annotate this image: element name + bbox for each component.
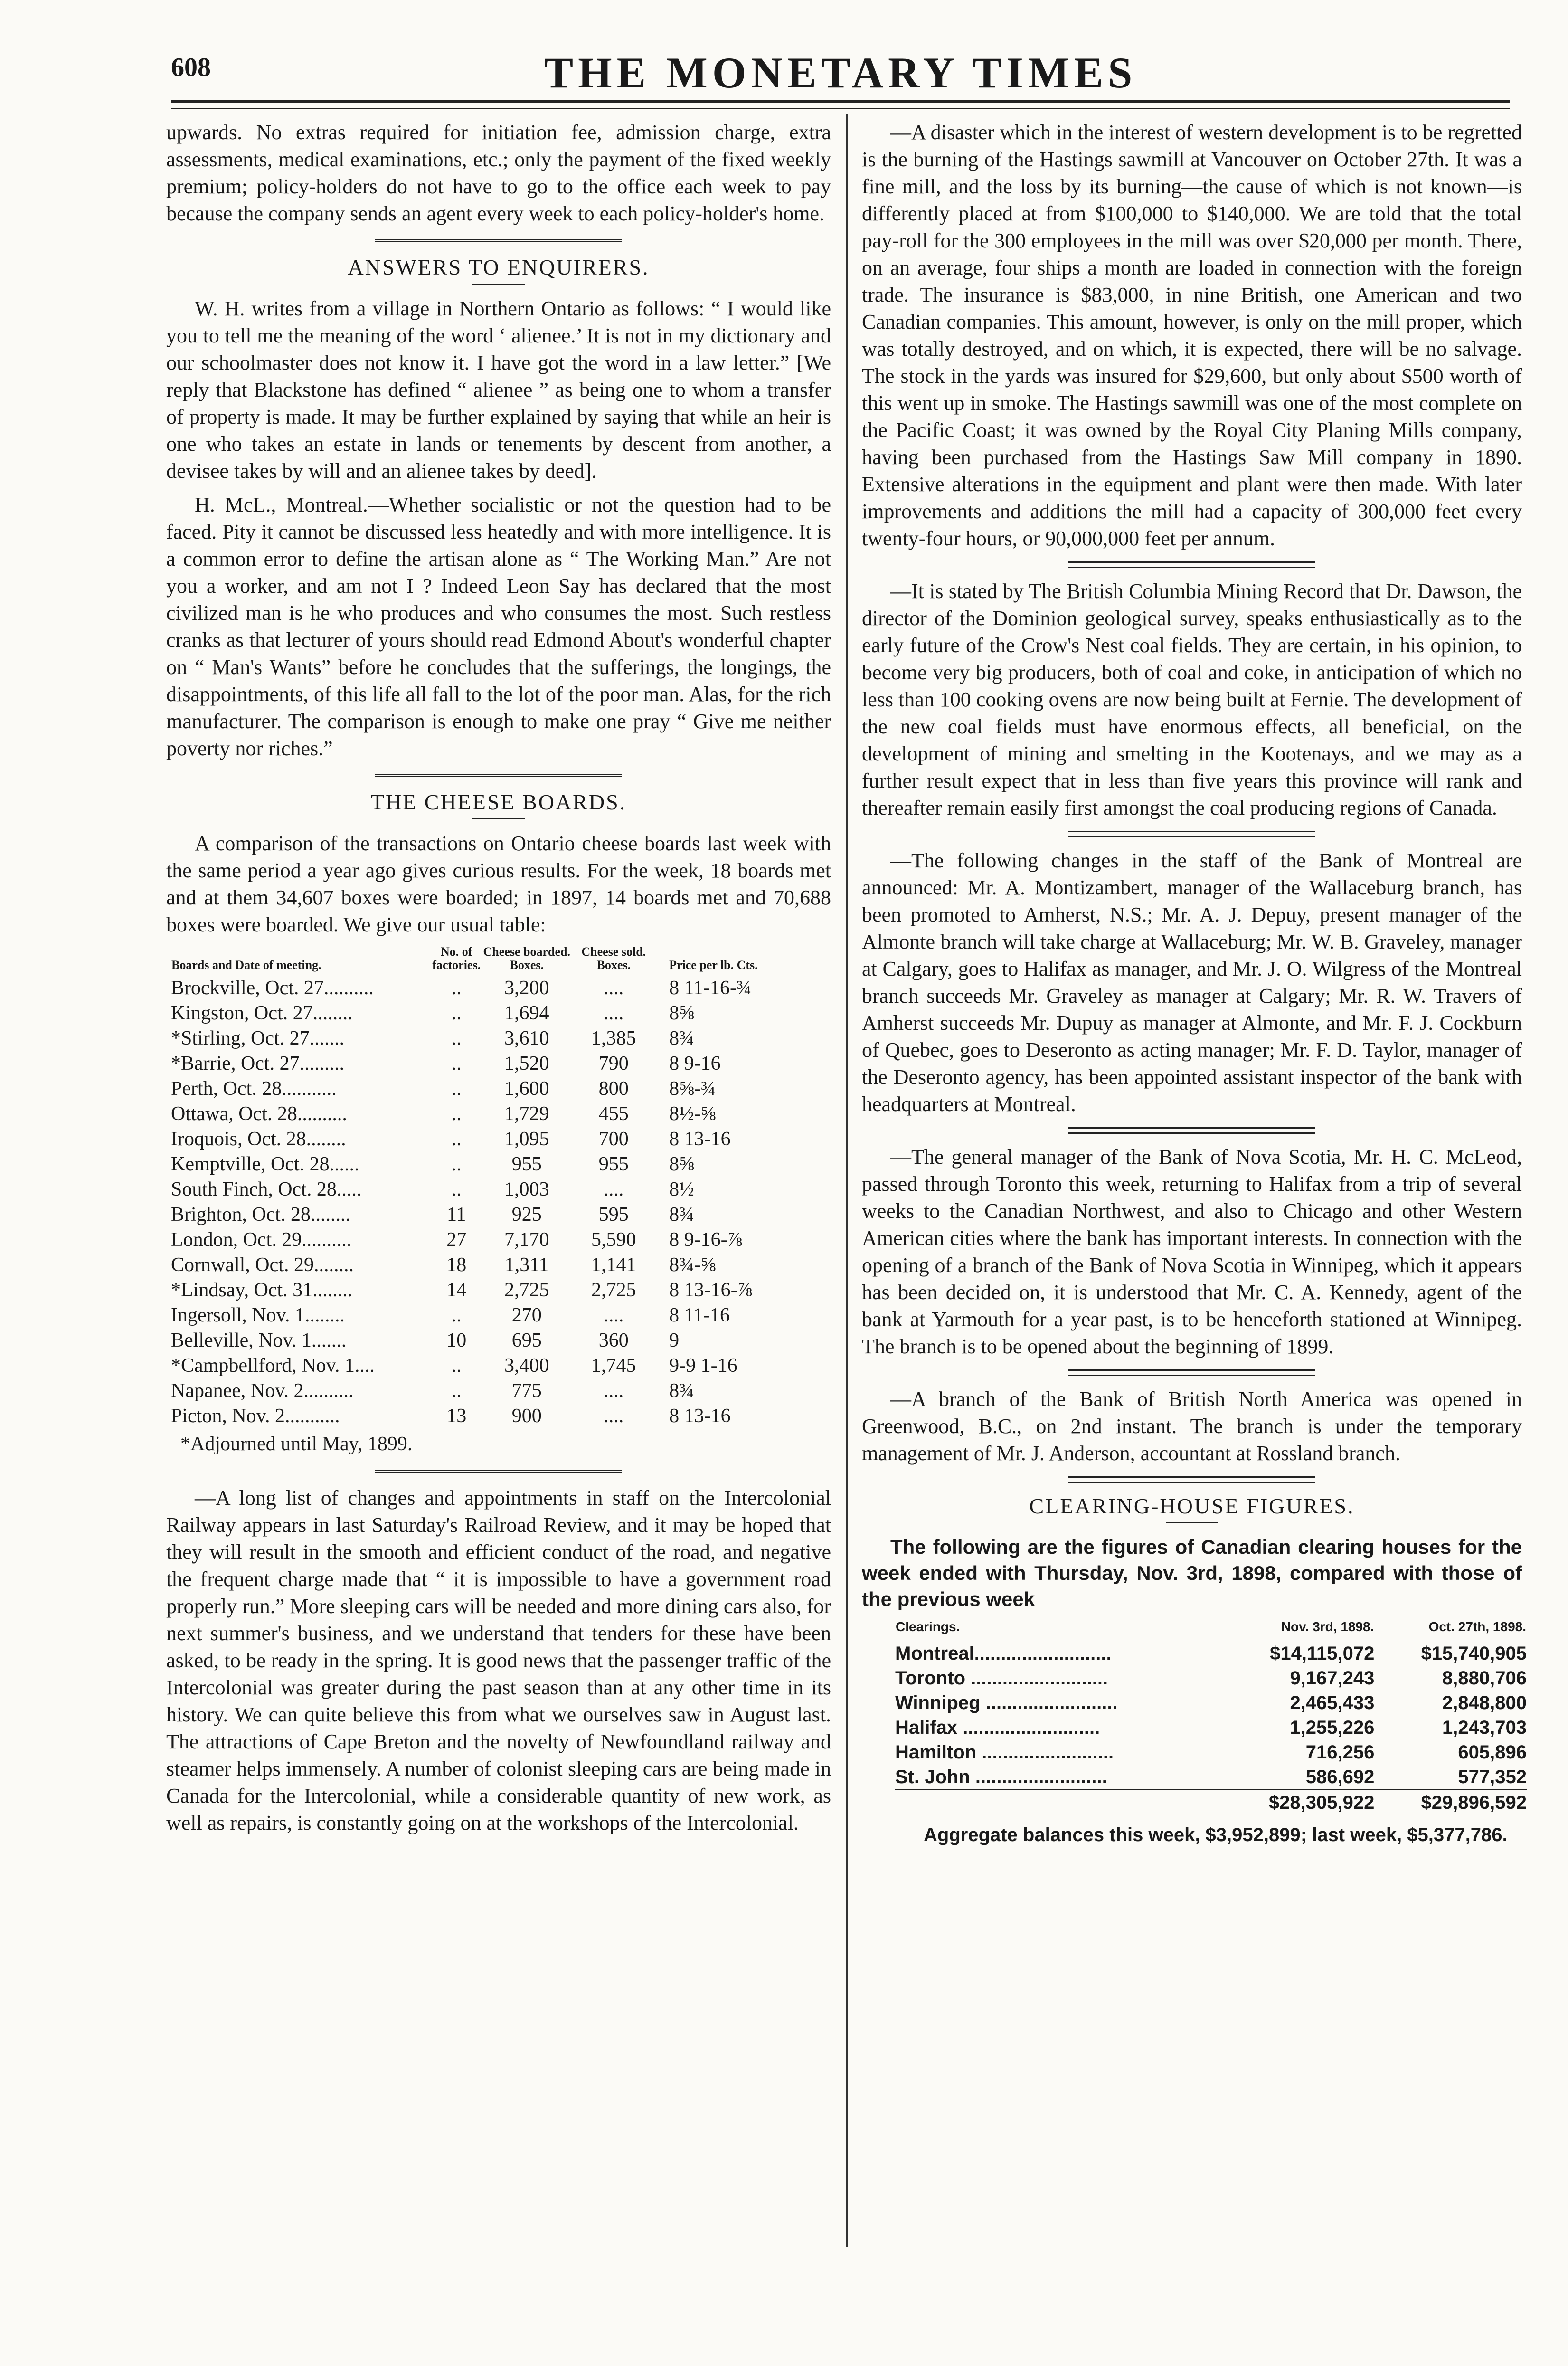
cheese-intro: A comparison of the transactions on Ontario cheese boards last week with the same period a year ago gives curious results. For the week, 18 boards met and at them 34,607 boxes were boarded; in 1897, 14 boards met and 70,688 boxes were boarded. We give our usual table: <box>166 832 831 936</box>
answers-heading: ANSWERS TO ENQUIRERS. <box>348 255 650 279</box>
clearing-city: Winnipeg ......................... <box>895 1692 1118 1713</box>
clearing-city: Hamilton ......................... <box>895 1742 1114 1763</box>
section-separator <box>1068 1476 1315 1483</box>
bank-montreal-paragraph: —The following changes in the staff of the Bank of Montreal are announced: Mr. A. Montizambert, manager of the Wallaceburg branch, has been promoted to Amherst, N.S.; Mr. A. J. Depuy, present manager of the Almonte branch will take charge at Wallaceburg; Mr. W. B. Graveley, manager at Calgary, goes to Halifax as manager, and Mr. J. O. Wilgress of the Montreal branch succeeds Mr. Graveley as manager at Calgary; Mr. R. W. Travers of Amherst succeeds Mr. Dupuy as manager at Almonte, and Mr. F. J. Cockburn of Quebec, goes to Deseronto as acting manager; Mr. F. D. Taylor, manager of the Deseronto agency, has been appointed assistant inspector of the bank with headquarters at Montreal. <box>862 849 1522 1116</box>
cheese-table-row <box>171 976 798 1001</box>
cheese-sold: 5,590 <box>591 1229 636 1251</box>
cheese-factories: 18 <box>446 1254 467 1276</box>
heading-rule <box>1166 1522 1218 1523</box>
cheese-boarded: 3,610 <box>504 1027 549 1049</box>
cheese-table-row <box>171 1353 798 1378</box>
clearing-table-row <box>895 1666 1527 1691</box>
cheese-table-row <box>171 1303 798 1328</box>
cheese-boarded: 955 <box>511 1153 542 1175</box>
cheese-price: 9-9 1-16 <box>669 1355 737 1377</box>
cheese-price: 8¾ <box>669 1380 694 1402</box>
cheese-sold: 1,385 <box>591 1027 636 1049</box>
cheese-price: 8¾ <box>669 1204 694 1226</box>
col-header-boarded: Cheese boarded. Boxes. <box>483 945 570 972</box>
cheese-table-body <box>171 976 798 1429</box>
cheese-price: 8⅝ <box>669 1153 694 1175</box>
col-header-nov3: Nov. 3rd, 1898. <box>1281 1619 1374 1634</box>
cheese-board: Belleville, Nov. 1....... <box>171 1330 347 1351</box>
cheese-sold: 800 <box>598 1078 629 1100</box>
clearing-table-row <box>895 1715 1527 1740</box>
cheese-board: Perth, Oct. 28........... <box>171 1078 337 1100</box>
cheese-boarded: 695 <box>511 1330 542 1351</box>
cheese-price: 8⅝ <box>669 1002 694 1024</box>
cheese-board: *Lindsay, Oct. 31........ <box>171 1279 353 1301</box>
cheese-boarded: 3,200 <box>504 977 549 999</box>
clearing-nov3: 2,465,433 <box>1290 1692 1375 1713</box>
answers-paragraph-2: H. McL., Montreal.—Whether socialistic or not the question had to be faced. Pity it cannot be discussed less heatedly and with more intelligence. It is a common error to define the artisan alone as “ The Working Man.” Are not you a worker, and am not I ? Indeed Leon Say has declared that the most civilized man is he who produces and who consumes the most. Such restless cranks as that lecturer of yours should read Edmond About's wonderful chapter on “ Man's Wants” before he concludes that the sufferings, the longings, the disappointments, of this life all fall to the lot of the poor man. Alas, for the rich manufacturer. The comparison is enough to make one pray “ Give me neither poverty nor riches.” <box>166 493 831 760</box>
clearing-city: Montreal.......................... <box>895 1643 1112 1664</box>
cheese-boarded: 1,729 <box>504 1103 549 1125</box>
cheese-price: 9 <box>669 1330 680 1351</box>
cheese-board: *Barrie, Oct. 27......... <box>171 1053 345 1074</box>
cheese-factories: 13 <box>446 1405 467 1427</box>
bna-paragraph: —A branch of the Bank of British North America was opened in Greenwood, B.C., on 2nd instant. The branch is under the temporary management of Mr. J. Anderson, accountant at Rossland branch. <box>862 1387 1522 1465</box>
clearing-city: St. John ......................... <box>895 1767 1107 1787</box>
cheese-table-row <box>171 1278 798 1303</box>
clearing-heading: CLEARING-HOUSE FIGURES. <box>1029 1494 1355 1518</box>
cheese-table-row <box>171 1253 798 1278</box>
cheese-table-row <box>171 1328 798 1353</box>
cheese-factories: .. <box>451 1355 462 1377</box>
clearing-city: Toronto .......................... <box>895 1668 1108 1689</box>
col-header-sold: Cheese sold. Boxes. <box>581 945 646 972</box>
aggregate-balances: Aggregate balances this week, $3,952,899; last week, $5,377,786. <box>924 1824 1508 1845</box>
cheese-price: 8½ <box>669 1178 694 1200</box>
cheese-factories: 14 <box>446 1279 467 1301</box>
cheese-board: Kingston, Oct. 27........ <box>171 1002 353 1024</box>
clearing-total-oct27: $29,896,592 <box>1374 1790 1527 1815</box>
clearing-table <box>895 1614 1527 1815</box>
cheese-board: Ottawa, Oct. 28.......... <box>171 1103 347 1125</box>
left-column <box>166 119 831 1843</box>
cheese-price: 8 9-16-⅞ <box>669 1229 743 1251</box>
cheese-boarded: 1,003 <box>504 1178 549 1200</box>
cheese-sold: 955 <box>598 1153 629 1175</box>
clearing-table-header <box>895 1614 1527 1641</box>
cheese-price: 8 9-16 <box>669 1053 721 1074</box>
cheese-boarded: 1,520 <box>504 1053 549 1074</box>
clearing-table-row <box>895 1641 1527 1666</box>
cheese-board: *Campbellford, Nov. 1.... <box>171 1355 375 1377</box>
intro-paragraph: upwards. No extras required for initiation fee, admission charge, extra assessments, medical examinations, etc.; only the payment of the fixed weekly premium; policy-holders do not have to go to the office each week to pay because the company sends an agent every week to each policy-holder's home. <box>166 121 831 225</box>
column-divider <box>846 114 848 2247</box>
clearing-city: Halifax .......................... <box>895 1717 1100 1738</box>
cheese-sold: 1,141 <box>591 1254 636 1276</box>
cheese-boarded: 270 <box>511 1304 542 1326</box>
section-separator <box>375 774 622 780</box>
header-rule-thin <box>171 108 1510 109</box>
cheese-boarded: 1,600 <box>504 1078 549 1100</box>
header-rule <box>171 100 1510 103</box>
cheese-factories: .. <box>451 1153 462 1175</box>
clearing-nov3: 586,692 <box>1305 1767 1375 1787</box>
cheese-price: 8 13-16-⅞ <box>669 1279 753 1301</box>
cheese-factories: .. <box>451 977 462 999</box>
cheese-factories: .. <box>451 1103 462 1125</box>
clearing-table-body <box>895 1641 1527 1790</box>
cheese-factories: .. <box>451 1053 462 1074</box>
cheese-table-row <box>171 1227 798 1253</box>
col-header-boards: Boards and Date of meeting. <box>171 958 321 972</box>
cheese-sold: 595 <box>598 1204 629 1226</box>
right-column <box>862 119 1527 1849</box>
section-separator <box>1068 1369 1315 1376</box>
cheese-sold: 790 <box>598 1053 629 1074</box>
clearing-oct27: 8,880,706 <box>1442 1668 1527 1689</box>
cheese-table-row <box>171 1152 798 1177</box>
cheese-boarded: 1,095 <box>504 1128 549 1150</box>
cheese-factories: 27 <box>446 1229 467 1251</box>
section-separator <box>1068 561 1315 568</box>
cheese-heading: THE CHEESE BOARDS. <box>370 790 627 814</box>
heading-rule <box>472 818 525 819</box>
col-header-price: Price per lb. Cts. <box>669 958 758 972</box>
clearing-oct27: 1,243,703 <box>1442 1717 1527 1738</box>
clearing-nov3: 9,167,243 <box>1290 1668 1375 1689</box>
cheese-sold: .... <box>604 1178 624 1200</box>
cheese-factories: .. <box>451 1002 462 1024</box>
cheese-sold: .... <box>604 977 624 999</box>
clearing-total-label <box>895 1790 1222 1815</box>
cheese-price: 8 13-16 <box>669 1128 731 1150</box>
cheese-factories: .. <box>451 1078 462 1100</box>
cheese-factories: .. <box>451 1304 462 1326</box>
cheese-sold: .... <box>604 1304 624 1326</box>
cheese-board: Ingersoll, Nov. 1........ <box>171 1304 345 1326</box>
clearing-nov3: 716,256 <box>1305 1742 1375 1763</box>
cheese-board: Iroquois, Oct. 28........ <box>171 1128 346 1150</box>
masthead-title: THE MONETARY TIMES <box>544 48 1137 97</box>
section-separator <box>375 1470 622 1476</box>
cheese-factories: 10 <box>446 1330 467 1351</box>
cheese-footnote: *Adjourned until May, 1899. <box>180 1433 413 1455</box>
cheese-sold: 455 <box>598 1103 629 1125</box>
cheese-sold: .... <box>604 1405 624 1427</box>
cheese-table <box>171 945 798 1429</box>
cheese-sold: .... <box>604 1002 624 1024</box>
clearing-intro: The following are the figures of Canadian clearing houses for the week ended with Thursday, Nov. 3rd, 1898, compared with those of the previous week <box>862 1536 1522 1610</box>
cheese-board: South Finch, Oct. 28..... <box>171 1178 362 1200</box>
col-header-clearings: Clearings. <box>896 1619 960 1634</box>
cheese-board: Cornwall, Oct. 29........ <box>171 1254 354 1276</box>
clearing-nov3: $14,115,072 <box>1270 1643 1375 1664</box>
clearing-oct27: 2,848,800 <box>1442 1692 1527 1713</box>
cheese-boarded: 7,170 <box>504 1229 549 1251</box>
cheese-board: Picton, Nov. 2........... <box>171 1405 340 1427</box>
cheese-table-row <box>171 1378 798 1404</box>
cheese-board: Napanee, Nov. 2.......... <box>171 1380 354 1402</box>
page-number: 608 <box>171 53 211 82</box>
cheese-table-row <box>171 1404 798 1429</box>
cheese-board: Brighton, Oct. 28........ <box>171 1204 350 1226</box>
cheese-price: 8½-⅝ <box>669 1103 716 1125</box>
clearing-table-row <box>895 1765 1527 1790</box>
cheese-table-row <box>171 1051 798 1076</box>
cheese-board: *Stirling, Oct. 27....... <box>171 1027 345 1049</box>
clearing-table-row <box>895 1740 1527 1765</box>
cheese-board: Brockville, Oct. 27.......... <box>171 977 374 999</box>
section-separator <box>1068 831 1315 837</box>
cheese-boarded: 925 <box>511 1204 542 1226</box>
clearing-total-row <box>895 1790 1527 1815</box>
section-separator <box>375 239 622 245</box>
cheese-price: 8¾-⅝ <box>669 1254 716 1276</box>
cheese-sold: 360 <box>598 1330 629 1351</box>
nova-scotia-paragraph: —The general manager of the Bank of Nova Scotia, Mr. H. C. McLeod, passed through Toronto this week, returning to Halifax from a trip of several weeks to the Canadian Northwest, and also to Chicago and other Western American cities where the bank has important interests. In connection with the opening of a branch of the Bank of Nova Scotia in Winnipeg, which it appears has been decided on, it is understood that Mr. C. A. Kennedy, agent of the bank at Yarmouth for a year past, is to be henceforth stationed at Winnipeg. The branch is to be opened about the beginning of 1899. <box>862 1145 1522 1358</box>
cheese-boarded: 775 <box>511 1380 542 1402</box>
cheese-boarded: 1,694 <box>504 1002 549 1024</box>
cheese-boarded: 900 <box>511 1405 542 1427</box>
cheese-table-header <box>171 945 798 976</box>
clearing-nov3: 1,255,226 <box>1290 1717 1375 1738</box>
cheese-factories: 11 <box>446 1204 466 1226</box>
cheese-price: 8¾ <box>669 1027 694 1049</box>
cheese-price: 8⅝-¾ <box>669 1078 716 1100</box>
cheese-price: 8 13-16 <box>669 1405 731 1427</box>
cheese-table-row <box>171 1127 798 1152</box>
cheese-factories: .. <box>451 1178 462 1200</box>
cheese-factories: .. <box>451 1027 462 1049</box>
cheese-board: Kemptville, Oct. 28...... <box>171 1153 359 1175</box>
cheese-sold: 2,725 <box>591 1279 636 1301</box>
clearing-oct27: 577,352 <box>1458 1767 1527 1787</box>
cheese-table-row <box>171 1076 798 1102</box>
cheese-table-row <box>171 1026 798 1051</box>
cheese-sold: .... <box>604 1380 624 1402</box>
heading-rule <box>472 284 525 285</box>
cheese-price: 8 11-16-¾ <box>669 977 752 999</box>
hastings-paragraph: —A disaster which in the interest of western development is to be regretted is the burning of the Hastings sawmill at Vancouver on October 27th. It was a fine mill, and the loss by its burning—the cause of which is not known—is differently placed at from $100,000 to $140,000. We are told that the total pay-roll for the 300 employees in the mill was over $20,000 per month. There, on an average, four ships a month are loaded in connection with the foreign trade. The insurance is $83,000, in nine British, one American and two Canadian companies. This amount, however, is only on the mill proper, which was totally destroyed, and on which, it is expected, there will be no salvage. The stock in the yards was insured for $29,600, but only about $500 worth of this went up in smoke. The Hastings sawmill was one of the most complete on the Pacific Coast; it was owned by the Royal City Planing Mills company, having been purchased from the Hastings Saw Mill company in 1890. Extensive alterations in the equipment and plant were then made. With later improvements and additions the mill had a capacity of 300,000 feet every twenty-four hours, or 90,000,000 feet per annum. <box>862 121 1522 550</box>
cheese-boarded: 2,725 <box>504 1279 549 1301</box>
cheese-table-row <box>171 1001 798 1026</box>
clearing-oct27: $15,740,905 <box>1421 1643 1527 1664</box>
mining-paragraph: —It is stated by The British Columbia Mining Record that Dr. Dawson, the director of the Dominion geological survey, speaks enthusiastically as to the early future of the Crow's Nest coal fields. They are certain, in his opinion, to become very big producers, both of coal and coke, in anticipation of which no less than 100 cooking ovens are now being built at Fernie. The development of the new coal fields must have enormous effects, all beneficial, on the development of mining and smelting in the Kootenays, and we may as a further result expect that in less than five years this province will rank and thereafter remain easily first amongst the coal producing regions of Canada. <box>862 580 1522 819</box>
cheese-board: London, Oct. 29.......... <box>171 1229 352 1251</box>
answers-paragraph-1: W. H. writes from a village in Northern Ontario as follows: “ I would like you to tell me the meaning of the word ‘ alienee.’ It is not in my dictionary and our schoolmaster does not know it. I have got the word in a law letter.” [We reply that Blackstone has defined “ alienee ” as being one to whom a transfer of property is made. It may be further explained by saying that while an heir is one who takes an estate in lands or tenements by descent from another, a devisee takes by will and an alienee takes by deed]. <box>166 297 831 483</box>
section-separator <box>1068 1127 1315 1134</box>
railway-paragraph: —A long list of changes and appointments in staff on the Intercolonial Railway appears in last Saturday's Railroad Review, and it may be hoped that they will result in the smooth and efficient conduct of the road, and negative the frequent charge made that “ it is impossible to have a government road properly run.” More sleeping cars will be needed and more dining cars also, for next summer's business, and we understand that tenders for these have been asked, to be ready in the spring. It is good news that the passenger traffic of the Intercolonial was greater during the past season than at any other time in its history. We can quite believe this from what we ourselves saw in August last. The attractions of Cape Breton and the novelty of Newfoundland railway and steamer helps immensely. A number of colonist sleeping cars are being made in Canada for the Intercolonial, while a considerable quantity of new work, as well as repairs, is constantly going on at the workshops of the Intercolonial. <box>166 1486 831 1834</box>
cheese-table-row <box>171 1177 798 1202</box>
cheese-factories: .. <box>451 1380 462 1402</box>
cheese-sold: 1,745 <box>591 1355 636 1377</box>
clearing-oct27: 605,896 <box>1458 1742 1527 1763</box>
clearing-table-row <box>895 1691 1527 1715</box>
cheese-table-row <box>171 1102 798 1127</box>
col-header-factories: No. of factories. <box>432 945 481 972</box>
cheese-sold: 700 <box>598 1128 629 1150</box>
page-header <box>171 48 1510 100</box>
col-header-oct27: Oct. 27th, 1898. <box>1428 1619 1526 1634</box>
cheese-price: 8 11-16 <box>669 1304 730 1326</box>
cheese-factories: .. <box>451 1128 462 1150</box>
cheese-table-row <box>171 1202 798 1227</box>
cheese-boarded: 1,311 <box>504 1254 549 1276</box>
cheese-boarded: 3,400 <box>504 1355 549 1377</box>
clearing-total-nov3: $28,305,922 <box>1222 1790 1375 1815</box>
